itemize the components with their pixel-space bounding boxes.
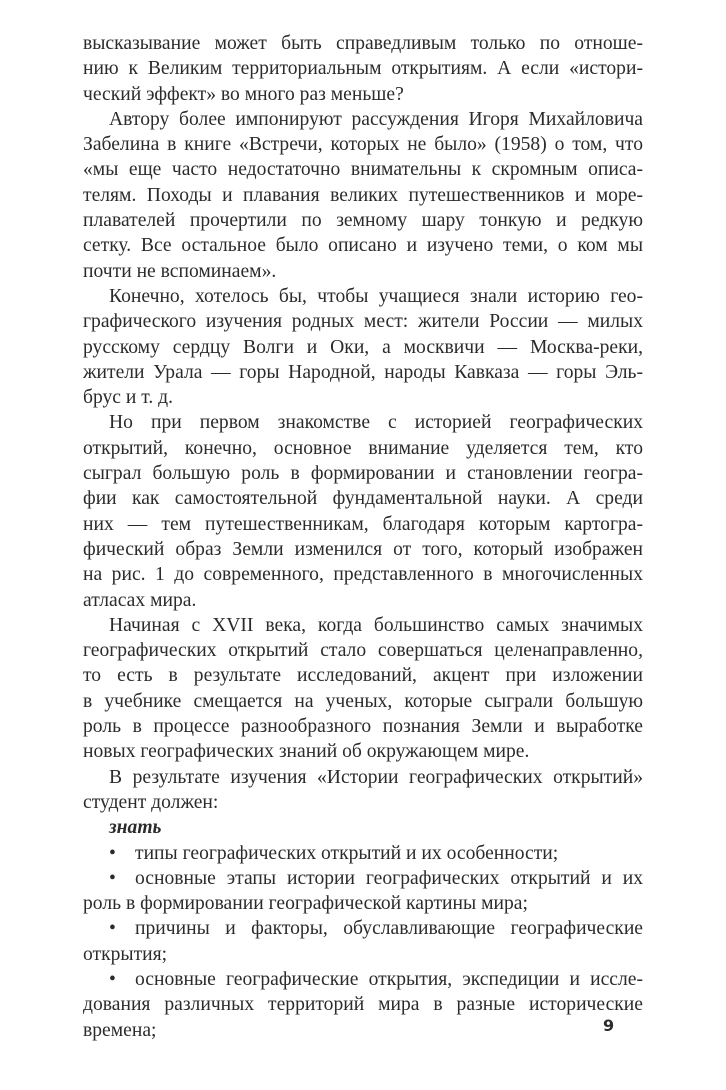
list-item-text: основные географические открытия, экспедиции и иссле-: [135, 968, 643, 990]
bullet-icon: •: [109, 867, 116, 889]
text-line: высказывание может быть справедливым только по отноше-: [83, 33, 643, 54]
text-line: открытий, конечно, основное внимание уделяется тем, кто: [83, 437, 643, 459]
text-line: новых географических знаний об окружающем мире.: [83, 741, 530, 763]
text-line: [83, 967, 643, 992]
list-item-text: типы географических открытий и их особенности;: [135, 842, 559, 864]
paragraph: [83, 284, 643, 410]
bullet-icon: •: [109, 842, 116, 864]
text-line: Конечно, хотелось бы, чтобы учащиеся знали историю гео-: [109, 285, 643, 307]
text-line: [83, 841, 643, 866]
text-line: географических открытий стало совершаться целенаправленно,: [83, 640, 643, 662]
page-body: [83, 31, 643, 1043]
text-line: плавателей прочертили по земному шару тонкую и редкую: [83, 210, 643, 232]
text-line: нию к Великим территориальным открытиям. А если «истори-: [83, 58, 643, 80]
text-line: сетку. Все остальное было описано и изучено теми, о ком мы: [83, 235, 643, 257]
text-line: почти не вспоминаем».: [83, 260, 277, 282]
text-line: Автору более импонируют рассуждения Игоря Михайловича: [109, 108, 643, 130]
text-line: [83, 916, 643, 941]
text-line: [83, 866, 643, 891]
text-line: дования различных территорий мира в разные исторические: [83, 994, 643, 1016]
text-line: студент должен:: [83, 791, 219, 813]
text-line: Но при первом знакомстве с историей географических: [109, 412, 643, 434]
list-item: [83, 866, 643, 917]
text-line: на рис. 1 до современного, представленного в многочисленных: [83, 564, 643, 586]
text-line: в учебнике смещается на ученых, которые сыграли большую: [83, 690, 643, 712]
text-line: Начиная с XVII века, когда большинство самых значимых: [109, 614, 643, 636]
bullet-icon: •: [109, 968, 116, 990]
list-item: [83, 916, 643, 967]
list-item-text: основные этапы истории географических открытий и их: [135, 867, 643, 889]
text-line: времена;: [83, 1019, 157, 1041]
text-line: В результате изучения «Истории географических открытий»: [109, 766, 643, 788]
text-line: то есть в результате исследований, акцент при изложении: [83, 665, 643, 687]
text-line: жители Урала — горы Народной, народы Кавказа — горы Эль-: [83, 361, 643, 383]
bullet-icon: •: [109, 918, 116, 940]
list-item: [83, 967, 643, 1043]
paragraph: [83, 410, 643, 612]
text-line: телям. Походы и плавания великих путешественников и море-: [83, 184, 643, 206]
bullet-list: [83, 841, 643, 1043]
text-line: Забелина в книге «Встречи, которых не было» (1958) о том, что: [83, 134, 643, 156]
text-line: «мы еще часто недостаточно внимательны к скромным описа-: [83, 159, 643, 181]
text-line: них — тем путешественникам, благодаря которым картогра-: [83, 513, 643, 535]
text-line: графического изучения родных мест: жители России — милых: [83, 311, 643, 333]
text-line: русскому сердцу Волги и Оки, а москвичи — Москва-реки,: [83, 336, 643, 358]
paragraph: [83, 107, 643, 284]
list-item: [83, 841, 643, 866]
text-line: роль в формировании географической картины мира;: [83, 893, 528, 915]
text-line: сыграл большую роль в формировании и становлении геогра-: [83, 463, 643, 485]
text-line: ческий эффект» во много раз меньше?: [83, 83, 404, 105]
text-line: роль в процессе разнообразного познания Земли и выработке: [83, 716, 643, 738]
text-line: фии как самостоятельной фундаментальной науки. А среди: [83, 488, 643, 510]
list-item-text: причины и факторы, обуславливающие географические: [135, 918, 643, 940]
text-line: открытия;: [83, 943, 168, 965]
text-line: фический образ Земли изменился от того, который изображен: [83, 538, 643, 560]
paragraph: [83, 613, 643, 765]
paragraph: [83, 31, 643, 107]
text-line: атласах мира.: [83, 589, 197, 611]
paragraph: [83, 765, 643, 816]
subheading: знать: [109, 817, 162, 839]
page-number: 9: [603, 1016, 615, 1035]
text-line: брус и т. д.: [83, 387, 174, 409]
